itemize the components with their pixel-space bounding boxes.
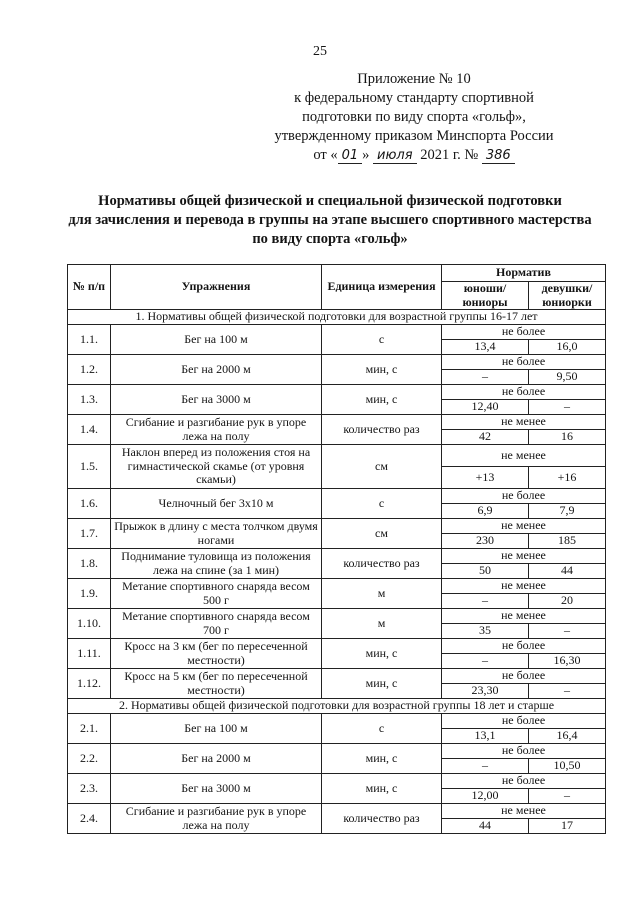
exercise-name: Кросс на 3 км (бег по пересеченной местности) (111, 639, 322, 669)
unit-of-measure: с (322, 489, 442, 519)
norm-limit: не менее (442, 609, 606, 624)
row-number: 1.1. (68, 325, 111, 355)
exercise-name: Кросс на 5 км (бег по пересеченной местности) (111, 669, 322, 699)
unit-of-measure: с (322, 325, 442, 355)
table-row (68, 549, 606, 564)
norm-limit: не менее (442, 549, 606, 564)
exercise-name: Прыжок в длину с места толчком двумя ногами (111, 519, 322, 549)
title-line: для зачисления и перевода в группы на этапе высшего спортивного мастерства (68, 212, 592, 228)
date-prefix: от « (313, 147, 338, 163)
norm-limit: не более (442, 355, 606, 370)
value-boys: – (442, 759, 529, 774)
value-girls: – (529, 400, 606, 415)
value-boys: – (442, 654, 529, 669)
table-row (68, 325, 606, 340)
row-number: 1.2. (68, 355, 111, 385)
unit-of-measure: количество раз (322, 415, 442, 445)
unit-of-measure: мин, с (322, 639, 442, 669)
exercise-name: Бег на 100 м (111, 325, 322, 355)
value-girls: – (529, 789, 606, 804)
norm-limit: не менее (442, 804, 606, 819)
table-row (68, 489, 606, 504)
value-girls: 44 (529, 564, 606, 579)
value-boys: – (442, 594, 529, 609)
value-boys: 12,00 (442, 789, 529, 804)
value-girls: 20 (529, 594, 606, 609)
value-boys: 50 (442, 564, 529, 579)
norm-limit: не более (442, 669, 606, 684)
header-num: № п/п (68, 265, 111, 310)
appendix-date-line (254, 146, 574, 165)
value-girls: – (529, 624, 606, 639)
unit-of-measure: мин, с (322, 774, 442, 804)
value-girls: +16 (529, 467, 606, 489)
table-row (68, 744, 606, 759)
handwritten-day: 01 (338, 148, 363, 164)
norm-limit: не более (442, 639, 606, 654)
value-boys: 44 (442, 819, 529, 834)
norm-limit: не более (442, 325, 606, 340)
row-number: 1.10. (68, 609, 111, 639)
table-row (68, 669, 606, 684)
norm-limit: не более (442, 714, 606, 729)
handwritten-order-number: 386 (482, 148, 515, 164)
row-number: 1.3. (68, 385, 111, 415)
value-girls: 9,50 (529, 370, 606, 385)
value-girls: – (529, 684, 606, 699)
title-line: по виду спорта «гольф» (252, 231, 408, 247)
appendix-line: утвержденному приказом Минспорта России (274, 128, 554, 144)
unit-of-measure: количество раз (322, 549, 442, 579)
norm-limit: не менее (442, 445, 606, 467)
row-number: 2.2. (68, 744, 111, 774)
section-title: 1. Нормативы общей физической подготовки для возрастной группы 16-17 лет (68, 310, 606, 325)
value-boys: 6,9 (442, 504, 529, 519)
table-row (68, 415, 606, 430)
appendix-line: подготовки по виду спорта «гольф», (302, 109, 526, 125)
unit-of-measure: количество раз (322, 804, 442, 834)
table-row (68, 639, 606, 654)
document-title (40, 192, 620, 249)
unit-of-measure: м (322, 579, 442, 609)
row-number: 1.7. (68, 519, 111, 549)
table-row (68, 804, 606, 819)
value-girls: 7,9 (529, 504, 606, 519)
value-boys: +13 (442, 467, 529, 489)
table-row (68, 774, 606, 789)
exercise-name: Наклон вперед из положения стоя на гимнастической скамье (от уровня скамьи) (111, 445, 322, 489)
exercise-name: Бег на 3000 м (111, 385, 322, 415)
exercise-name: Сгибание и разгибание рук в упоре лежа на полу (111, 415, 322, 445)
table-row (68, 579, 606, 594)
header-exercise: Упражнения (111, 265, 322, 310)
row-number: 2.4. (68, 804, 111, 834)
appendix-block (254, 70, 574, 165)
value-boys: 230 (442, 534, 529, 549)
appendix-title: Приложение № 10 (357, 71, 471, 87)
unit-of-measure: мин, с (322, 669, 442, 699)
unit-of-measure: мин, с (322, 385, 442, 415)
value-girls: 10,50 (529, 759, 606, 774)
norm-limit: не менее (442, 519, 606, 534)
norms-table-body (68, 310, 606, 834)
header-norm: Норматив (442, 265, 606, 282)
table-row (68, 609, 606, 624)
unit-of-measure: см (322, 519, 442, 549)
unit-of-measure: с (322, 714, 442, 744)
section-title: 2. Нормативы общей физической подготовки для возрастной группы 18 лет и старше (68, 699, 606, 714)
value-girls: 17 (529, 819, 606, 834)
table-row (68, 355, 606, 370)
unit-of-measure: мин, с (322, 355, 442, 385)
exercise-name: Бег на 3000 м (111, 774, 322, 804)
norm-limit: не более (442, 385, 606, 400)
title-line: Нормативы общей физической и специальной физической подготовки (98, 193, 562, 209)
unit-of-measure: мин, с (322, 744, 442, 774)
value-girls: 185 (529, 534, 606, 549)
value-girls: 16,4 (529, 729, 606, 744)
norm-limit: не менее (442, 579, 606, 594)
row-number: 1.11. (68, 639, 111, 669)
row-number: 2.3. (68, 774, 111, 804)
exercise-name: Метание спортивного снаряда весом 500 г (111, 579, 322, 609)
row-number: 1.9. (68, 579, 111, 609)
value-girls: 16,30 (529, 654, 606, 669)
exercise-name: Метание спортивного снаряда весом 700 г (111, 609, 322, 639)
exercise-name: Сгибание и разгибание рук в упоре лежа на полу (111, 804, 322, 834)
unit-of-measure: м (322, 609, 442, 639)
value-boys: – (442, 370, 529, 385)
handwritten-month: июля (373, 148, 417, 164)
section-header-row (68, 699, 606, 714)
row-number: 1.8. (68, 549, 111, 579)
header-boys: юноши/ юниоры (442, 282, 529, 310)
norm-limit: не более (442, 744, 606, 759)
date-year: 2021 г. № (420, 147, 479, 163)
exercise-name: Бег на 100 м (111, 714, 322, 744)
appendix-line: к федеральному стандарту спортивной (294, 90, 534, 106)
header-girls: девушки/ юниорки (529, 282, 606, 310)
row-number: 1.5. (68, 445, 111, 489)
value-boys: 12,40 (442, 400, 529, 415)
page-number: 25 (313, 44, 327, 59)
table-row (68, 519, 606, 534)
table-row (68, 445, 606, 467)
header-unit: Единица измерения (322, 265, 442, 310)
row-number: 1.12. (68, 669, 111, 699)
norm-limit: не более (442, 774, 606, 789)
value-boys: 13,4 (442, 340, 529, 355)
norm-limit: не более (442, 489, 606, 504)
table-row (68, 385, 606, 400)
norms-table (67, 264, 606, 834)
value-girls: 16,0 (529, 340, 606, 355)
norm-limit: не менее (442, 415, 606, 430)
exercise-name: Бег на 2000 м (111, 744, 322, 774)
table-row (68, 714, 606, 729)
value-boys: 13,1 (442, 729, 529, 744)
exercise-name: Челночный бег 3х10 м (111, 489, 322, 519)
row-number: 1.6. (68, 489, 111, 519)
unit-of-measure: см (322, 445, 442, 489)
value-boys: 23,30 (442, 684, 529, 699)
section-header-row (68, 310, 606, 325)
exercise-name: Бег на 2000 м (111, 355, 322, 385)
value-boys: 42 (442, 430, 529, 445)
exercise-name: Поднимание туловища из положения лежа на спине (за 1 мин) (111, 549, 322, 579)
date-mid: » (362, 147, 370, 163)
row-number: 1.4. (68, 415, 111, 445)
value-boys: 35 (442, 624, 529, 639)
row-number: 2.1. (68, 714, 111, 744)
value-girls: 16 (529, 430, 606, 445)
